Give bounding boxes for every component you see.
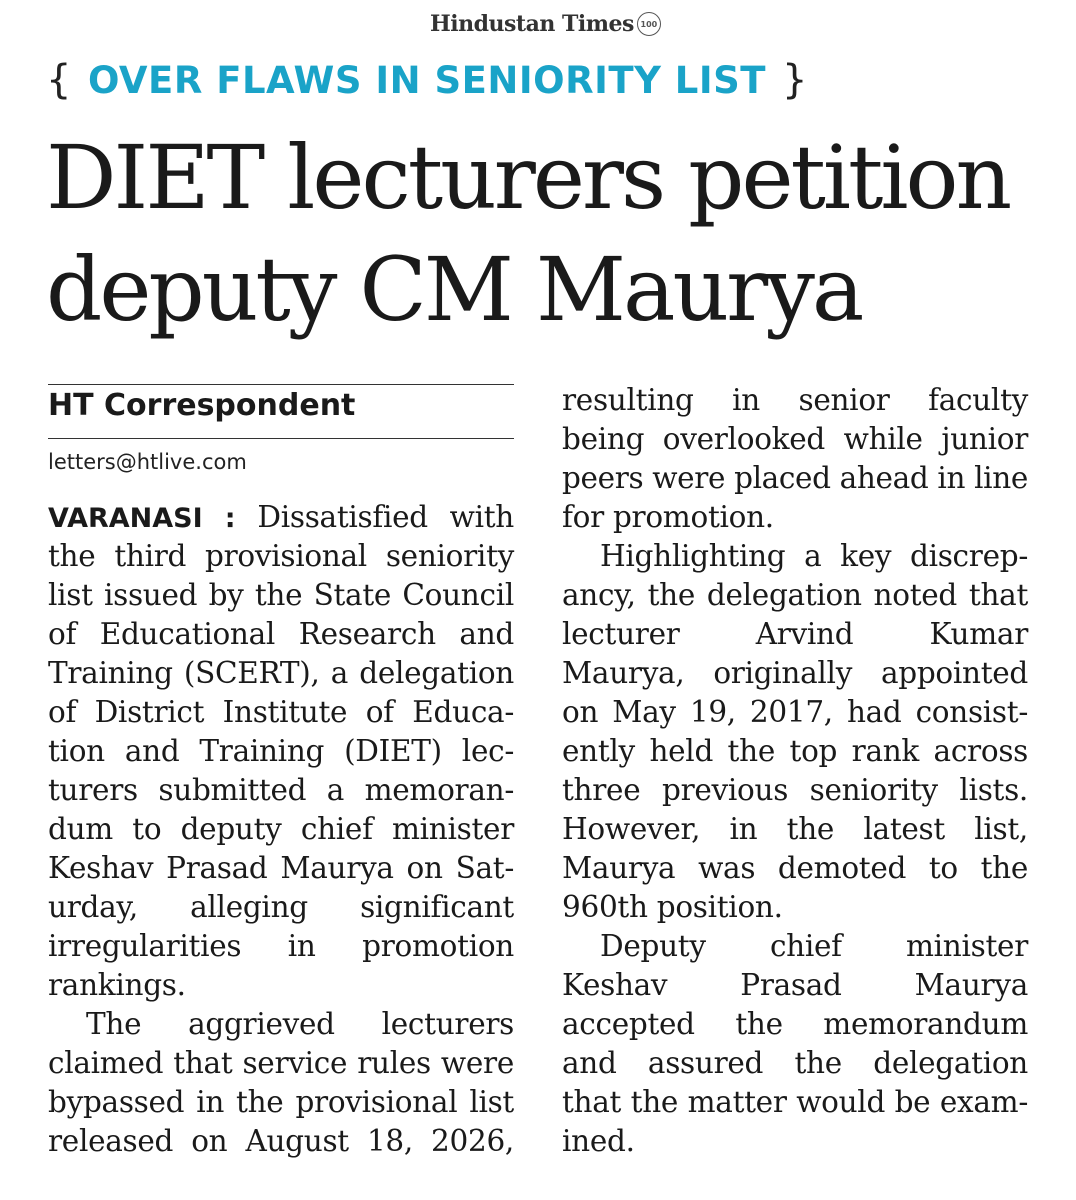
kicker-text: OVER FLAWS IN SENIORITY LIST bbox=[87, 58, 766, 102]
kicker-close-brace: } bbox=[781, 57, 808, 103]
article-line: VARANASI : Dissatisfied with bbox=[48, 500, 514, 534]
article-line: Keshav Prasad Maurya bbox=[562, 968, 1028, 1002]
article-line: accepted the memorandum bbox=[562, 1007, 1028, 1041]
article-line: and assured the delegation bbox=[562, 1046, 1028, 1080]
article-line: the third provisional seniority bbox=[48, 539, 514, 573]
article-line: released on August 18, 2026, bbox=[48, 1124, 514, 1158]
article-line: Maurya, originally appointed bbox=[562, 656, 1028, 690]
article-line: lecturer Arvind Kumar bbox=[562, 617, 1028, 651]
article-line: three previous seniority lists. bbox=[562, 773, 1028, 807]
article-line: that the matter would be exam- bbox=[562, 1085, 1028, 1119]
article-line: dum to deputy chief minister bbox=[48, 812, 514, 846]
article-line: for promotion. bbox=[562, 500, 774, 534]
article-line: tion and Training (DIET) lec- bbox=[48, 734, 514, 768]
article-line: Training (SCERT), a delegation bbox=[48, 656, 514, 690]
article-line: urday, alleging significant bbox=[48, 890, 514, 924]
headline-line-1: DIET lecturers petition bbox=[46, 126, 1010, 229]
byline-author: HT Correspondent bbox=[48, 388, 356, 423]
byline-email: letters@htlive.com bbox=[48, 450, 247, 474]
article-line: Maurya was demoted to the bbox=[562, 851, 1028, 885]
article-line: irregularities in promotion bbox=[48, 929, 514, 963]
article-line: peers were placed ahead in line bbox=[562, 461, 1028, 495]
article-line: The aggrieved lecturers bbox=[86, 1007, 514, 1041]
article-line: bypassed in the provisional list bbox=[48, 1085, 514, 1119]
article-line: Keshav Prasad Maurya on Sat- bbox=[48, 851, 514, 885]
article-line: of Educational Research and bbox=[48, 617, 514, 651]
article-line: ancy, the delegation noted that bbox=[562, 578, 1028, 612]
kicker-open-brace: { bbox=[46, 57, 72, 103]
article-line: However, in the latest list, bbox=[562, 812, 1028, 846]
article-line: of District Institute of Educa- bbox=[48, 695, 514, 729]
article-line: rankings. bbox=[48, 968, 186, 1002]
article-line: on May 19, 2017, had consist- bbox=[562, 695, 1028, 729]
masthead-logo bbox=[430, 6, 670, 42]
article-line: turers submitted a memoran- bbox=[48, 773, 514, 807]
article-line: list issued by the State Council bbox=[48, 578, 514, 612]
article-line: resulting in senior faculty bbox=[562, 383, 1028, 417]
article-line: Deputy chief minister bbox=[600, 929, 1028, 963]
article-line: ined. bbox=[562, 1124, 635, 1158]
dateline: VARANASI : bbox=[48, 503, 236, 534]
masthead-name: Hindustan Times bbox=[430, 11, 634, 37]
headline bbox=[46, 122, 1056, 346]
article-line: Highlighting a key discrep- bbox=[600, 539, 1028, 573]
centenary-seal-icon: 100 bbox=[637, 12, 661, 36]
article-line: ently held the top rank across bbox=[562, 734, 1028, 768]
kicker bbox=[46, 54, 808, 106]
article-line: 960th position. bbox=[562, 890, 783, 924]
article-line: being overlooked while junior bbox=[562, 422, 1028, 456]
headline-line-2: deputy CM Maurya bbox=[46, 238, 862, 341]
article-column-right bbox=[562, 381, 1028, 1161]
byline-bottom-rule bbox=[48, 438, 514, 439]
article-column-left bbox=[48, 498, 514, 1161]
article-line: claimed that service rules were bbox=[48, 1046, 514, 1080]
byline-top-rule bbox=[48, 384, 514, 385]
